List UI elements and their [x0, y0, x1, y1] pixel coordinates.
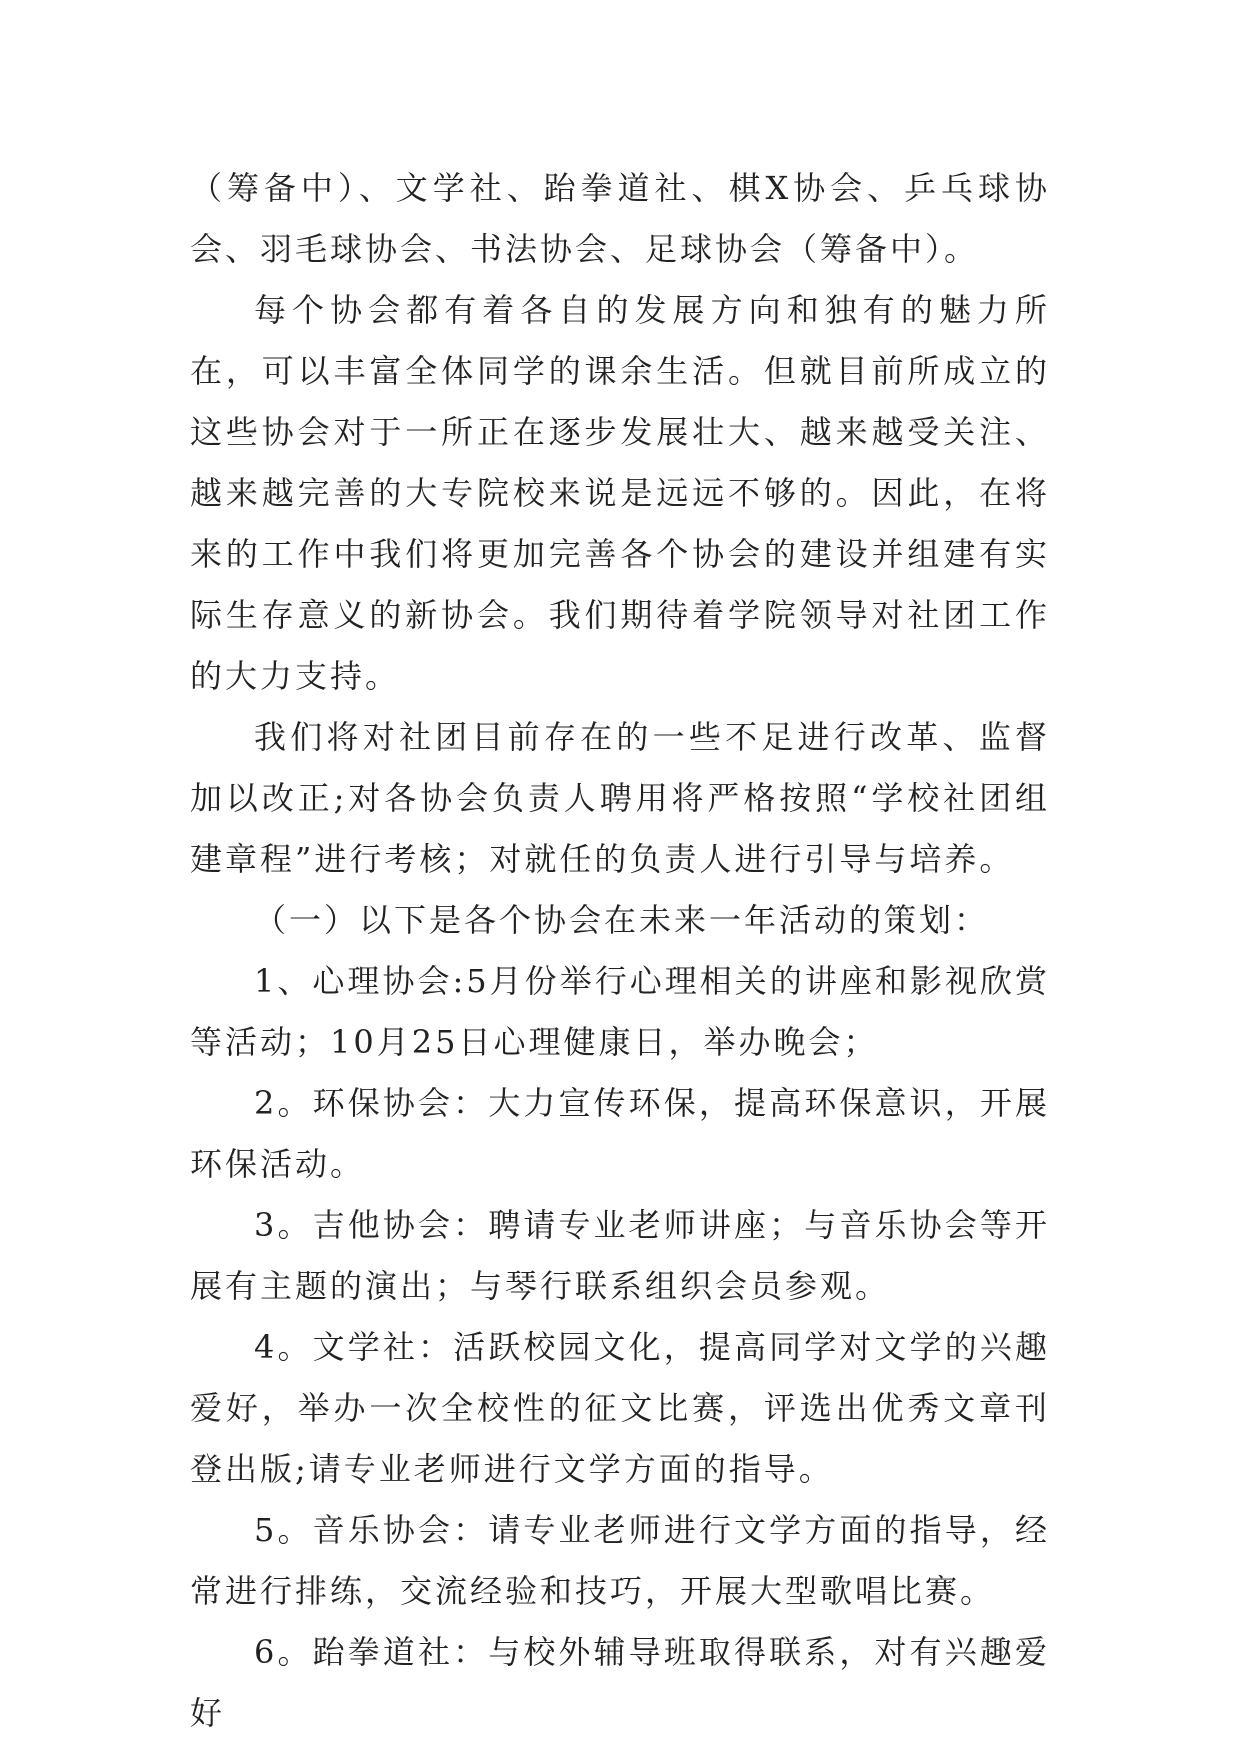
paragraph-association-development: 每个协会都有着各自的发展方向和独有的魅力所在，可以丰富全体同学的课余生活。但就目前所成立的这些协会对于一所正在逐步发展壮大、越来越受关注、越来越完善的大专院校来说是远远不够的。因此，在将来的工作中我们将更加完善各个协会的建设并组建有实际生存意义的新协会。我们期待着学院领导对社团工作的大力支持。: [190, 291, 1050, 695]
paragraph-reform-plan: 我们将对社团目前存在的一些不足进行改革、监督加以改正;对各协会负责人聘用将严格按照“学校社团组建章程”进行考核；对就任的负责人进行引导与培养。: [190, 718, 1050, 878]
document-body: [190, 158, 1050, 1744]
list-item-literature-club: 4。文学社：活跃校园文化，提高同学对文学的兴趣爱好，举办一次全校性的征文比赛，评选出优秀文章刊登出版;请专业老师进行文学方面的指导。: [190, 1328, 1050, 1488]
list-item-environmental-association: 2。环保协会：大力宣传环保，提高环保意识，开展环保活动。: [190, 1084, 1050, 1183]
list-item-psychology-association: 1、心理协会:5月份举行心理相关的讲座和影视欣赏等活动；10月25日心理健康日，举办晚会；: [190, 962, 1050, 1061]
list-item-music-association: 5。音乐协会：请专业老师进行文学方面的指导，经常进行排练，交流经验和技巧，开展大型歌唱比赛。: [190, 1511, 1050, 1610]
list-item-guitar-association: 3。吉他协会：聘请专业老师讲座；与音乐协会等开展有主题的演出；与琴行联系组织会员参观。: [190, 1206, 1050, 1305]
section-heading-activity-plan: （一）以下是各个协会在未来一年活动的策划：: [254, 901, 990, 939]
list-item-taekwondo-club: 6。跆拳道社：与校外辅导班取得联系，对有兴趣爱好: [190, 1633, 1050, 1732]
paragraph-association-list: （筹备中）、文学社、跆拳道社、棋X协会、乒乓球协会、羽毛球协会、书法协会、足球协会（筹备中）。: [190, 169, 1050, 268]
